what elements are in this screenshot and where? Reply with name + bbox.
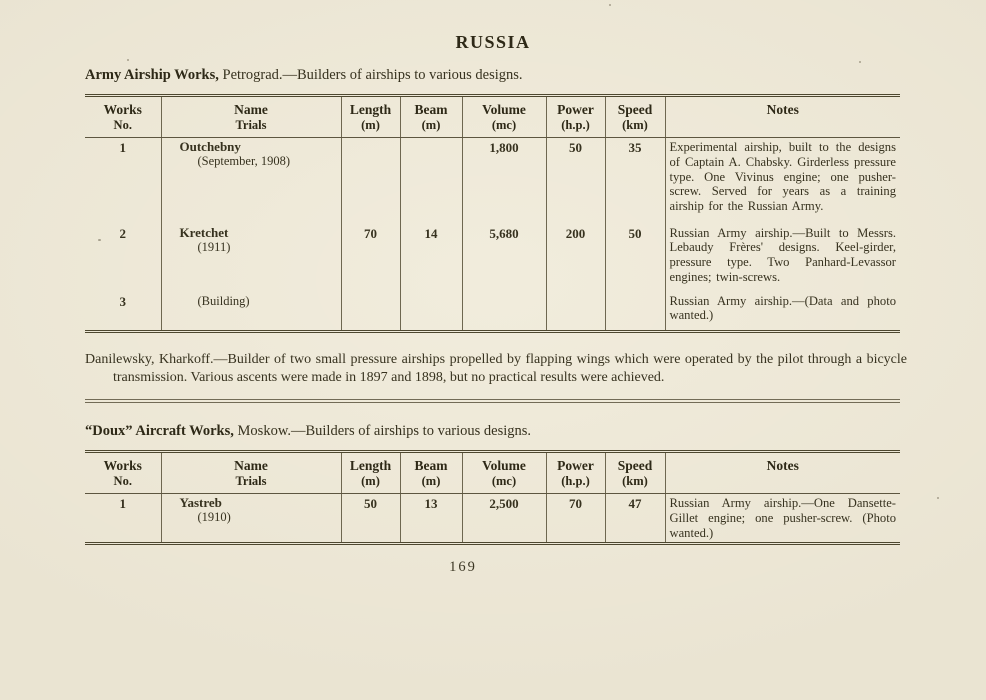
power-value: 70: [546, 494, 605, 544]
speed-value: 50: [605, 224, 665, 292]
power-value: 50: [546, 138, 605, 224]
works-no: 1: [119, 140, 126, 156]
volume-value: [462, 292, 546, 332]
col-header-power: Power (h.p.): [546, 96, 605, 138]
ship-trials: (1910): [197, 510, 231, 525]
beam-value: 14: [400, 224, 462, 292]
table-row: [85, 494, 900, 544]
section-divider-rule: [85, 399, 900, 403]
army-works-heading-bold: Army Airship Works,: [85, 67, 219, 83]
power-value: 200: [546, 224, 605, 292]
ship-trials: (Building): [197, 293, 250, 308]
volume-value: 2,500: [462, 494, 546, 544]
army-table-header: [85, 96, 900, 138]
notes-value: Russian Army airship.—(Data and photo wanted.): [665, 292, 900, 332]
works-no: 2: [119, 225, 126, 241]
beam-value: [400, 138, 462, 224]
power-value: [546, 292, 605, 332]
page-title: RUSSIA: [455, 32, 531, 52]
scan-speck: [937, 497, 939, 499]
table-row: [85, 138, 900, 224]
scan-speck: [859, 61, 861, 63]
col-header-volume: Volume (mc): [462, 96, 546, 138]
ship-name-cell: [161, 494, 341, 544]
danilewsky-heading-rest: Kharkoff.—Builder of two small pressure airships propelled by flapping wings which were operated by the pilot through a bicycle transmission. Various ascents were made in 1897 and 1898, but no practical results were achieved.: [113, 352, 907, 386]
doux-works-heading-rest: Moskow.—Builders of airships to various designs.: [233, 423, 532, 439]
works-no: 1: [119, 496, 126, 512]
doux-works-heading: [85, 423, 916, 440]
notes-value: Russian Army airship.—One Dansette-Gillet engine; one pusher-screw. (Photo wanted.): [665, 494, 900, 544]
ship-name: Yastreb: [179, 495, 222, 511]
col-header-power: Power (h.p.): [546, 452, 605, 494]
col-header-notes: Notes: [665, 452, 900, 494]
ship-trials: (September, 1908): [197, 154, 291, 169]
table-row: [85, 292, 900, 332]
col-header-length: Length (m): [341, 96, 400, 138]
scan-speck: [98, 239, 101, 241]
scan-speck: [609, 4, 611, 6]
col-header-speed: Speed (km): [605, 96, 665, 138]
speed-value: [605, 292, 665, 332]
ship-name-cell: [161, 138, 341, 224]
doux-table-header: [85, 452, 900, 494]
beam-value: 13: [400, 494, 462, 544]
ship-trials: (1911): [197, 239, 231, 254]
danilewsky-paragraph: [85, 351, 907, 387]
ship-name-cell: [161, 292, 341, 332]
table-row: [85, 224, 900, 292]
length-value: 70: [341, 224, 400, 292]
notes-value: Experimental airship, built to the designs of Captain A. Chabsky. Girderless pressure type. One Vivinus engine; one pusher-screw. Served for years as a training airship for the Russian Army.: [665, 138, 900, 224]
col-header-name: Name Trials: [161, 452, 341, 494]
col-header-name: Name Trials: [161, 96, 341, 138]
works-no: 3: [119, 293, 126, 309]
col-header-works: Works No.: [85, 96, 161, 138]
length-value: 50: [341, 494, 400, 544]
col-header-beam: Beam (m): [400, 452, 462, 494]
ship-name-cell: [161, 224, 341, 292]
ship-name: Kretchet: [179, 224, 229, 240]
col-header-notes: Notes: [665, 96, 900, 138]
speed-value: 47: [605, 494, 665, 544]
danilewsky-heading-bold: Danilewsky,: [85, 352, 155, 368]
col-header-length: Length (m): [341, 452, 400, 494]
ship-name: Outchebny: [179, 139, 241, 155]
col-header-volume: Volume (mc): [462, 452, 546, 494]
col-header-speed: Speed (km): [605, 452, 665, 494]
length-value: [341, 138, 400, 224]
col-header-works: Works No.: [85, 452, 161, 494]
doux-airship-table: [85, 450, 900, 545]
col-header-beam: Beam (m): [400, 96, 462, 138]
length-value: [341, 292, 400, 332]
army-works-heading-rest: Petrograd.—Builders of airships to various designs.: [218, 67, 523, 83]
army-airship-table: [85, 94, 900, 333]
speed-value: 35: [605, 138, 665, 224]
volume-value: 5,680: [462, 224, 546, 292]
beam-value: [400, 292, 462, 332]
page-number: 169: [449, 559, 477, 576]
army-works-heading: [85, 67, 916, 84]
scan-speck: [127, 59, 129, 61]
doux-works-heading-bold: “Doux” Aircraft Works,: [85, 423, 234, 439]
notes-value: Russian Army airship.—Built to Messrs. Lebaudy Frères' designs. Keel-girder, pressure type. Two Panhard-Levassor engines; twin-screws.: [665, 224, 900, 292]
volume-value: 1,800: [462, 138, 546, 224]
